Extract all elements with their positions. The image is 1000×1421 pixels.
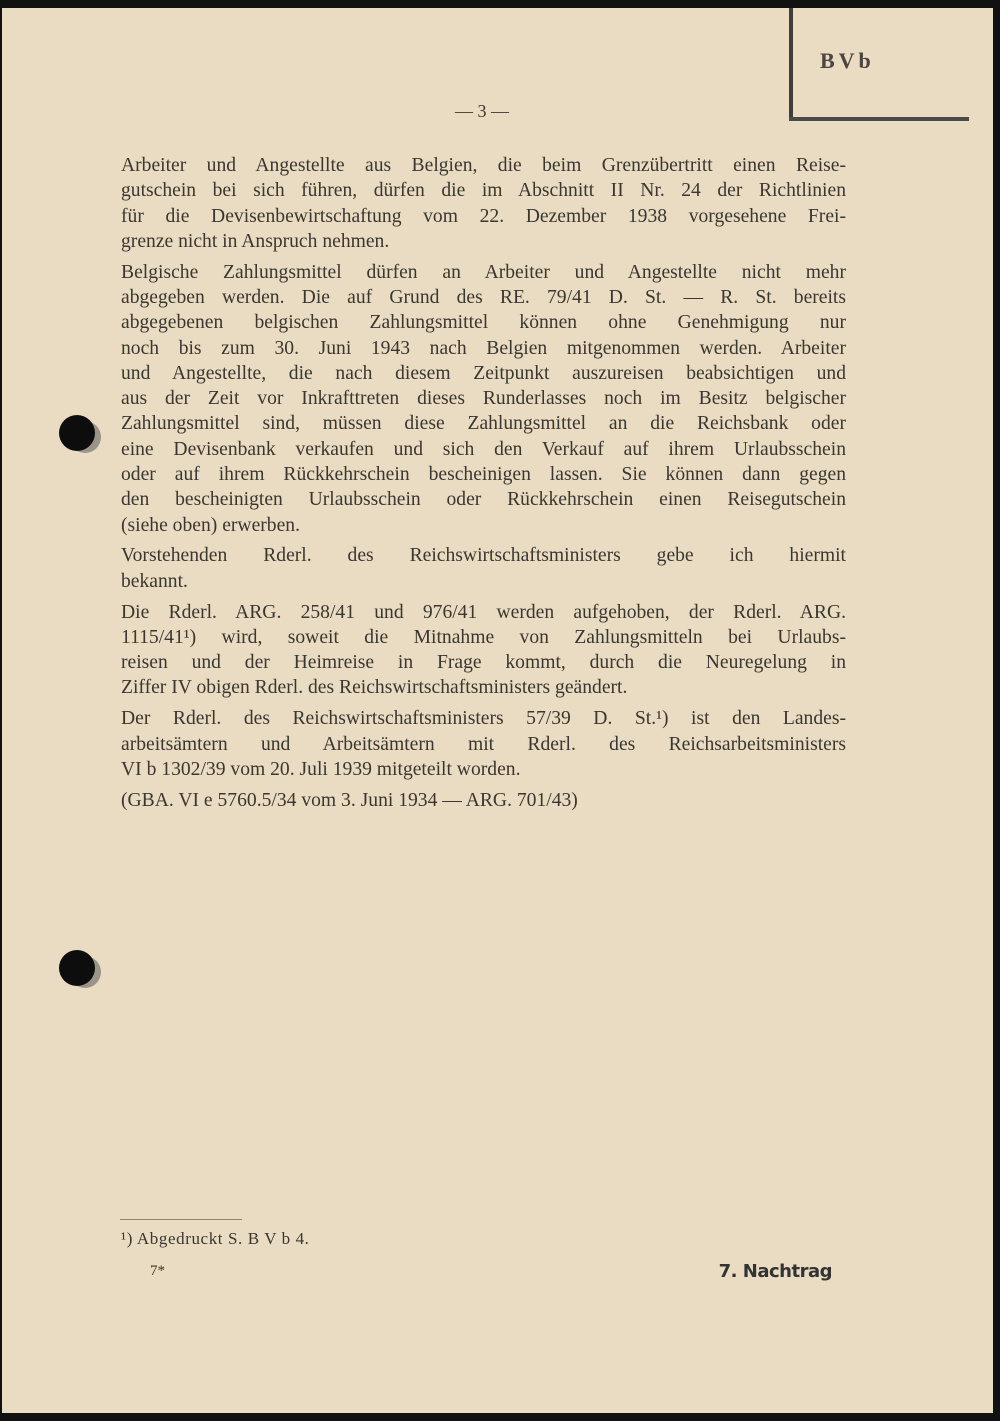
text-line: aus der Zeit vor Inkrafttreten dieses Runderlasses noch im Besitz belgischer (121, 388, 846, 410)
text-line: 1115/41¹) wird, soweit die Mitnahme von Zahlungsmitteln bei Urlaubs- (121, 626, 846, 648)
text-line: Ziffer IV obigen Rderl. des Reichswirtschaftsministers geändert. (121, 677, 628, 699)
page-number: — 3 — (455, 101, 509, 121)
text-line: (siehe oben) erwerben. (121, 514, 300, 536)
text-line: den bescheinigten Urlaubsschein oder Rückkehrschein einen Reisegutschein (121, 489, 846, 511)
text-line: Arbeiter und Angestellte aus Belgien, die beim Grenzübertritt einen Reise- (121, 155, 846, 176)
text-line: Belgische Zahlungsmittel dürfen an Arbeiter und Angestellte nicht mehr (121, 261, 846, 283)
punch-hole (59, 950, 95, 986)
section-tag: BVb (820, 48, 875, 73)
text-line: Zahlungsmittel sind, müssen diese Zahlungsmittel an die Reichsbank oder (121, 413, 846, 435)
text-line: Die Rderl. ARG. 258/41 und 976/41 werden aufgehoben, der Rderl. ARG. (121, 601, 846, 623)
paragraph (121, 706, 846, 782)
paragraph (121, 153, 846, 254)
text-line: arbeitsämtern und Arbeitsämtern mit Rderl. des Reichsarbeitsministers (121, 733, 846, 755)
footnote-rule (120, 1219, 242, 1220)
paragraph (121, 543, 846, 594)
index-frame-line (789, 8, 793, 118)
text-line: noch bis zum 30. Juni 1943 nach Belgien mitgenommen werden. Arbeiter (121, 337, 846, 359)
text-line: grenze nicht in Anspruch nehmen. (121, 230, 390, 252)
text-line: reisen und der Heimreise in Frage kommt, durch die Neuregelung in (121, 652, 846, 674)
supplement-label: 7. Nachtrag (718, 1261, 832, 1282)
text-line: bekannt. (121, 570, 188, 592)
index-frame-line (789, 117, 969, 121)
text-line: gutschein bei sich führen, dürfen die im Abschnitt II Nr. 24 der Richtlinien (121, 180, 846, 202)
text-line: und Angestellte, die nach diesem Zeitpunkt auszureisen beabsichtigen und (121, 362, 846, 384)
document-body (121, 153, 846, 813)
punch-hole (59, 415, 95, 451)
text-line: abgegeben werden. Die auf Grund des RE. 79/41 D. St. — R. St. bereits (121, 286, 846, 308)
text-line: VI b 1302/39 vom 20. Juli 1939 mitgeteilt worden. (121, 758, 521, 780)
text-line: oder auf ihrem Rückkehrschein bescheinigen lassen. Sie können dann gegen (121, 464, 846, 486)
text-line: abgegebenen belgischen Zahlungsmittel können ohne Genehmigung nur (121, 312, 846, 334)
text-line: für die Devisenbewirtschaftung vom 22. Dezember 1938 vorgesehene Frei- (121, 205, 846, 227)
paragraph (121, 600, 846, 701)
text-line: Vorstehenden Rderl. des Reichswirtschaftsministers gebe ich hiermit (121, 545, 846, 567)
text-line: Der Rderl. des Reichswirtschaftsministers 57/39 D. St.¹) ist den Landes- (121, 708, 846, 730)
signature-mark: 7* (150, 1263, 165, 1279)
paragraph (121, 260, 846, 538)
text-line: eine Devisenbank verkaufen und sich den Verkauf auf ihrem Urlaubsschein (121, 438, 846, 460)
text-line: (GBA. VI e 5760.5/34 vom 3. Juni 1934 — ARG. 701/43) (121, 789, 578, 811)
paragraph (121, 788, 846, 813)
footnote: ¹) Abgedruckt S. B V b 4. (121, 1229, 310, 1248)
